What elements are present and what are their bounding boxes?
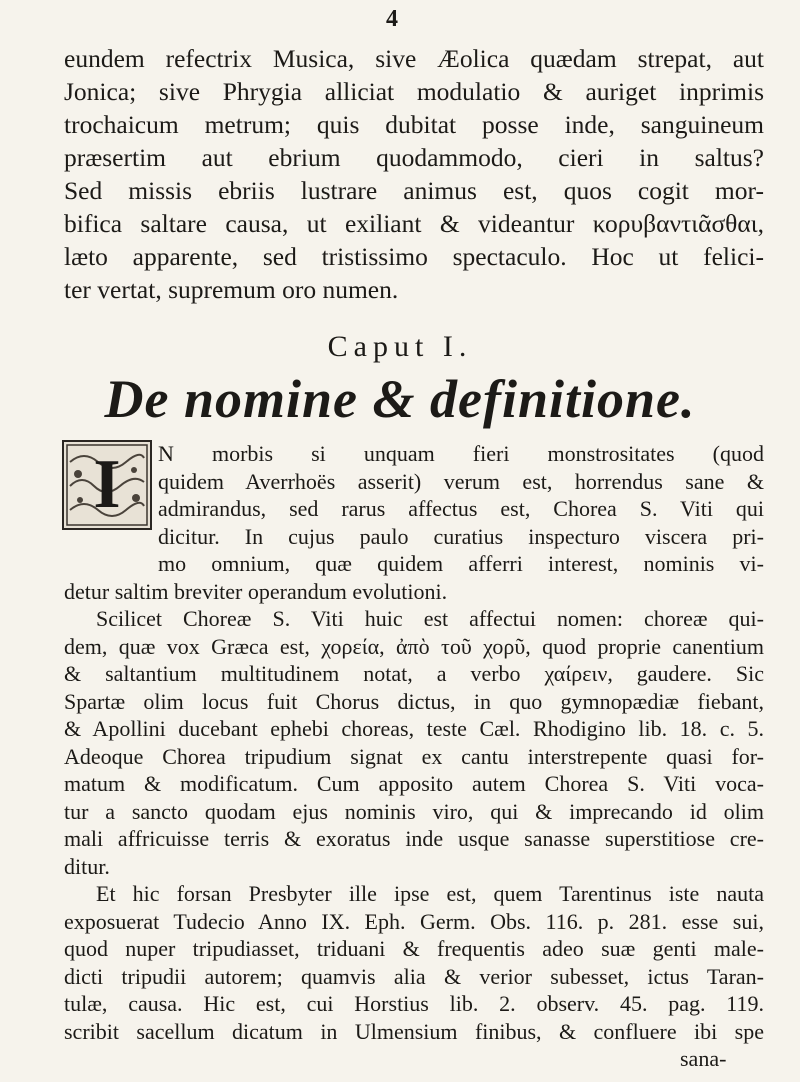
body-line: & Apollini ducebant ephebi choreas, teste Cæl. Rhodigino lib. 18. c. 5.	[64, 716, 764, 741]
catchword: sana-	[680, 1046, 727, 1071]
body-line: & saltantium multitudinem notat, a verbo χαίρειν, gaudere. Sic	[64, 661, 764, 686]
initial-letter: I	[93, 446, 121, 523]
chapter-label: Caput I.	[327, 330, 473, 363]
body-line: tur a sancto quodam ejus nominis viro, qui & imprecando id olim	[64, 798, 764, 824]
body-line: dicti tripudii autorem; quamvis alia & verior subesset, ictus Taran-	[64, 963, 764, 989]
intro-line: læto apparente, sed tristissimo spectaculo. Hoc ut felici-	[64, 242, 764, 271]
body-line: Adeoque Chorea tripudium signat ex cantu interstrepente quasi for-	[64, 743, 764, 769]
body-line: exposuerat Tudecio Anno IX. Eph. Germ. Obs. 116. p. 281. esse sui,	[64, 908, 764, 934]
body-line: quod nuper tripudiasset, triduani & frequentis adeo suæ genti male-	[64, 936, 764, 961]
drop-line: quidem Averrhoës asserit) verum est, horrendus sane &	[158, 468, 764, 494]
body-line: Et hic forsan Presbyter ille ipse est, quem Tarentinus iste nauta	[96, 881, 764, 906]
intro-line: ter vertat, supremum oro numen.	[64, 275, 399, 304]
intro-line: eundem refectrix Musica, sive Æolica quædam strepat, aut	[64, 44, 764, 73]
intro-line: trochaicum metrum; quis dubitat posse inde, sanguineum	[64, 110, 764, 139]
body-line: mali affricuisse terris & exoratus inde usque sanasse superstitiose cre-	[64, 826, 764, 851]
body-line: detur saltim breviter operandum evolutioni.	[64, 578, 448, 604]
drop-line: mo omnium, quæ quidem afferri interest, nominis vi-	[158, 551, 764, 576]
intro-line: Jonica; sive Phrygia alliciat modulatio & auriget inprimis	[64, 77, 764, 106]
body-line: tulæ, causa. Hic est, cui Horstius lib. 2. observ. 45. pag. 119.	[64, 991, 764, 1016]
decorated-initial	[62, 440, 152, 530]
body-line: ditur.	[64, 853, 110, 879]
body-line: matum & modificatum. Cum apposito autem Chorea S. Viti voca-	[64, 771, 764, 796]
page-number: 4	[386, 6, 398, 32]
drop-line: N morbis si unquam fieri monstrositates (quod	[158, 441, 764, 466]
intro-line: bifica saltare causa, ut exiliant & videantur κορυβαντιᾶσθαι,	[64, 209, 764, 238]
drop-line: dicitur. In cujus paulo curatius inspecturo viscera pri-	[158, 523, 764, 549]
body-line: dem, quæ vox Græca est, χορεία, ἀπὸ τοῦ χορῦ, quod proprie canentium	[64, 633, 764, 659]
intro-line: Sed missis ebriis lustrare animus est, quos cogit mor-	[64, 176, 764, 205]
intro-line: præsertim aut ebrium quodammodo, cieri in saltus?	[64, 143, 764, 172]
chapter-title: De nomine & definitione.	[104, 369, 696, 429]
body-line: Spartæ olim locus fuit Chorus dictus, in quo gymnopædiæ fiebant,	[64, 688, 764, 714]
drop-line: admirandus, sed rarus affectus est, Chorea S. Viti qui	[158, 496, 764, 521]
body-line: scribit sacellum dicatum in Ulmensium finibus, & confluere ibi spe	[64, 1018, 764, 1044]
body-line: Scilicet Choreæ S. Viti huic est affectui nomen: choreæ qui-	[96, 606, 764, 631]
